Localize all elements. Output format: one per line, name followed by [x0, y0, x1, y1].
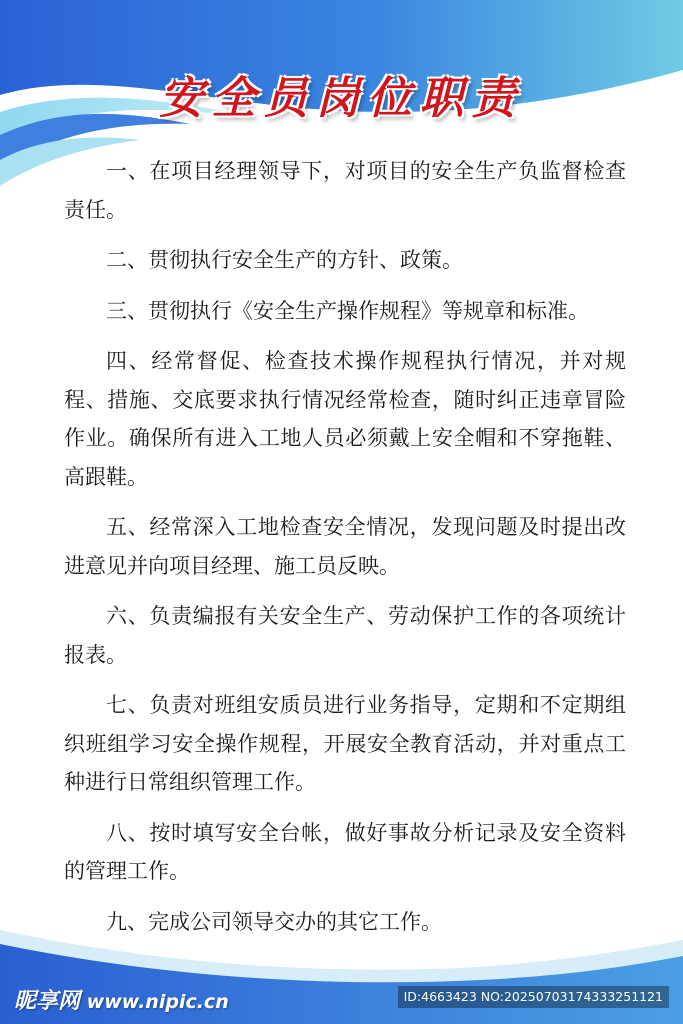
watermark-brand: 昵享网: [14, 989, 81, 1014]
page-title: 安全员岗位职责: [159, 73, 524, 124]
duty-item-8: 八、按时填写安全台帐，做好事故分析记录及安全资料的管理工作。: [64, 820, 626, 883]
watermark-id: ID:4663423 NO:20250703174333251121: [398, 986, 669, 1008]
duty-item-2: 二、贯彻执行安全生产的方针、政策。: [106, 248, 463, 272]
duty-item-5: 五、经常深入工地检查安全情况，发现问题及时提出改进意见并向项目经理、施工员反映。: [64, 515, 626, 578]
duty-item-9: 九、完成公司领导交办的其它工作。: [106, 909, 442, 934]
duty-item-4: 四、经常督促、检查技术操作规程执行情况，并对规程、措施、交底要求执行情况经常检查，随时纠正违章冒险作业。确保所有进入工地人员必须戴上安全帽和不穿拖鞋、高跟鞋。: [64, 349, 626, 489]
watermark-url: www.nipic.cn: [86, 991, 229, 1013]
duty-item-6: 六、负责编报有关安全生产、劳动保护工作的各项统计报表。: [64, 604, 626, 667]
watermark-logo: [14, 984, 229, 1015]
duty-item-1: 一、在项目经理领导下，对项目的安全生产负监督检查责任。: [64, 159, 626, 222]
duties-list: [64, 152, 626, 953]
duty-item-3: 三、贯彻执行《安全生产操作规程》等规章和标准。: [106, 298, 589, 323]
duty-item-7: 七、负责对班组安质员进行业务指导，定期和不定期组织班组学习安全操作规程，开展安全教育活动，并对重点工种进行日常组织管理工作。: [64, 693, 626, 794]
